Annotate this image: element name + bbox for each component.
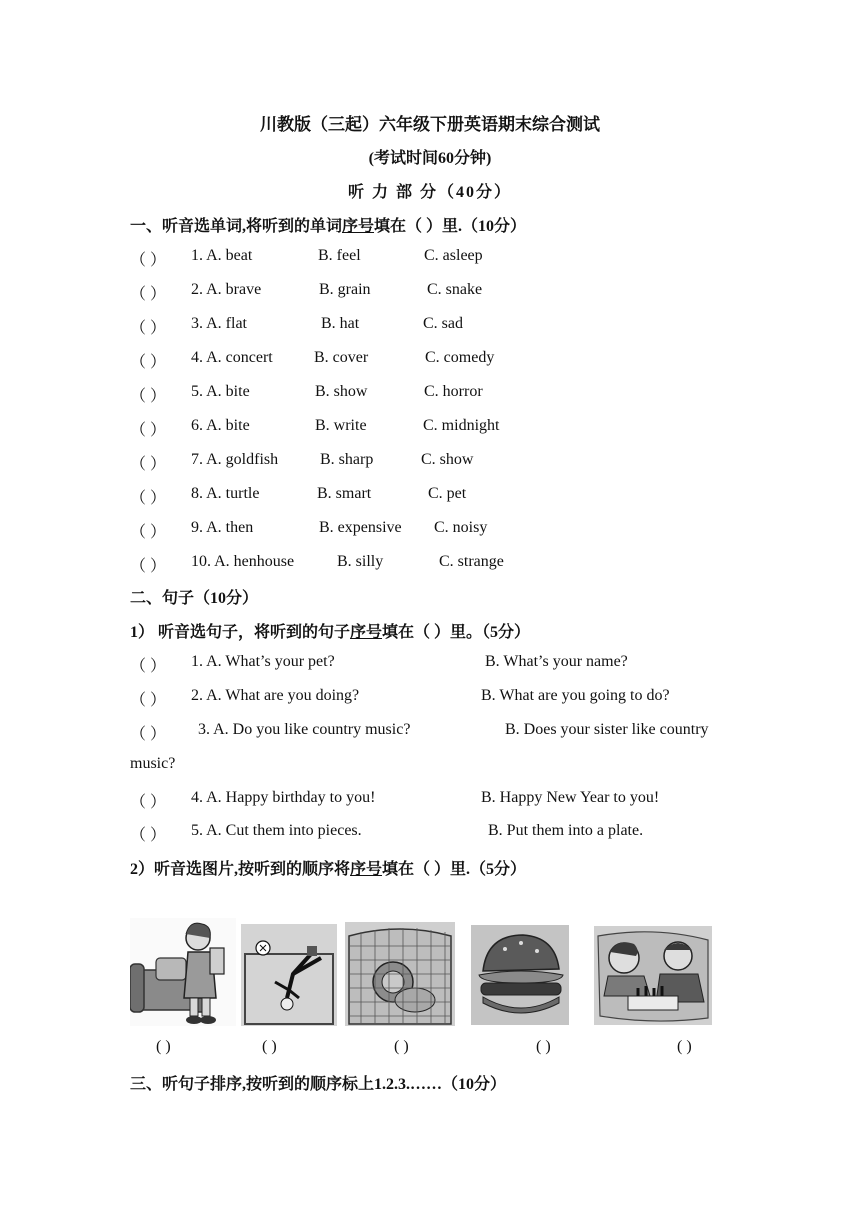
picture-answer-blank[interactable]: ( )	[677, 1038, 692, 1055]
option-b: B. Does your sister like country	[505, 721, 709, 738]
section2-part1-heading: 1） 听音选句子，将听到的句子序号填在（ ）里。（5分）	[130, 624, 531, 641]
option-b: B. cover	[314, 349, 369, 366]
option-a: 8. A. turtle	[191, 485, 260, 502]
answer-blank[interactable]: （ ）	[130, 252, 167, 269]
option-c: C. strange	[439, 553, 504, 570]
option-b: B. What’s your name?	[485, 653, 628, 670]
answer-blank[interactable]: （ ）	[130, 827, 167, 844]
option-b: B. Put them into a plate.	[488, 822, 644, 839]
soccer-kick-picture	[241, 924, 337, 1026]
option-a: 6. A. bite	[191, 417, 250, 434]
answer-blank[interactable]: （ ）	[130, 354, 167, 371]
lion-in-cage-picture	[345, 922, 455, 1026]
option-a: 3. A. flat	[191, 315, 247, 332]
answer-blank[interactable]: （ ）	[130, 794, 167, 811]
listening-part-heading: 听 力 部 分（40分）	[347, 184, 512, 201]
option-b: B. silly	[337, 553, 384, 570]
option-b: B. Happy New Year to you!	[481, 789, 660, 806]
picture-answer-blank[interactable]: ( )	[536, 1038, 551, 1055]
option-b: B. What are you going to do?	[481, 687, 670, 704]
option-a: 2. A. brave	[191, 281, 262, 298]
option-c: C. show	[421, 451, 474, 468]
exam-title: 川教版（三起）六年级下册英语期末综合测试	[260, 115, 600, 134]
option-a: 7. A. goldfish	[191, 451, 279, 468]
section2-part2-heading: 2）听音选图片,按听到的顺序将序号填在（ ）里.（5分）	[130, 861, 527, 878]
option-b: B. expensive	[319, 519, 402, 536]
option-a: 1. A. beat	[191, 247, 253, 264]
option-b: B. sharp	[320, 451, 374, 468]
option-c: C. noisy	[434, 519, 488, 536]
section1-heading: 一、听音选单词,将听到的单词序号填在（ ）里.（10分）	[130, 218, 527, 235]
option-a: 4. A. concert	[191, 349, 273, 366]
option-a: 1. A. What’s your pet?	[191, 653, 335, 670]
answer-blank[interactable]: （ ）	[130, 286, 167, 303]
exam-duration: (考试时间60分钟)	[368, 150, 492, 167]
option-b: B. show	[315, 383, 368, 400]
answer-blank[interactable]: （ ）	[130, 692, 167, 709]
option-b: B. hat	[321, 315, 360, 332]
option-a: 2. A. What are you doing?	[191, 687, 360, 704]
woman-on-sofa-picture	[130, 918, 236, 1026]
option-a: 4. A. Happy birthday to you!	[191, 789, 376, 806]
option-b: B. smart	[317, 485, 372, 502]
hamburger-picture	[471, 925, 569, 1025]
answer-blank[interactable]: （ ）	[130, 490, 167, 507]
picture-answer-blank[interactable]: ( )	[262, 1038, 277, 1055]
option-a: 3. A. Do you like country music?	[198, 721, 411, 738]
answer-blank[interactable]: （ ）	[130, 320, 167, 337]
option-c: C. horror	[424, 383, 483, 400]
option-b: B. feel	[318, 247, 361, 264]
answer-blank[interactable]: （ ）	[130, 422, 167, 439]
option-c: C. pet	[428, 485, 467, 502]
option-b-continuation: music?	[130, 755, 176, 772]
answer-blank[interactable]: （ ）	[130, 658, 167, 675]
section2-heading: 二、句子（10分）	[130, 590, 259, 607]
answer-blank[interactable]: （ ）	[130, 726, 167, 743]
option-b: B. grain	[319, 281, 371, 298]
answer-blank[interactable]: （ ）	[130, 558, 167, 575]
option-a: 5. A. Cut them into pieces.	[191, 822, 362, 839]
option-c: C. comedy	[425, 349, 495, 366]
answer-blank[interactable]: （ ）	[130, 388, 167, 405]
option-b: B. write	[315, 417, 367, 434]
answer-blank[interactable]: （ ）	[130, 456, 167, 473]
playing-chess-picture	[594, 926, 712, 1025]
section3-heading: 三、听句子排序,按听到的顺序标上1.2.3.……（10分）	[130, 1076, 507, 1093]
option-c: C. sad	[423, 315, 463, 332]
option-c: C. snake	[427, 281, 483, 298]
option-a: 9. A. then	[191, 519, 254, 536]
option-a: 10. A. henhouse	[191, 553, 295, 570]
option-a: 5. A. bite	[191, 383, 250, 400]
option-c: C. asleep	[424, 247, 483, 264]
picture-answer-blank[interactable]: ( )	[156, 1038, 171, 1055]
answer-blank[interactable]: （ ）	[130, 524, 167, 541]
picture-answer-blank[interactable]: ( )	[394, 1038, 409, 1055]
option-c: C. midnight	[423, 417, 500, 434]
